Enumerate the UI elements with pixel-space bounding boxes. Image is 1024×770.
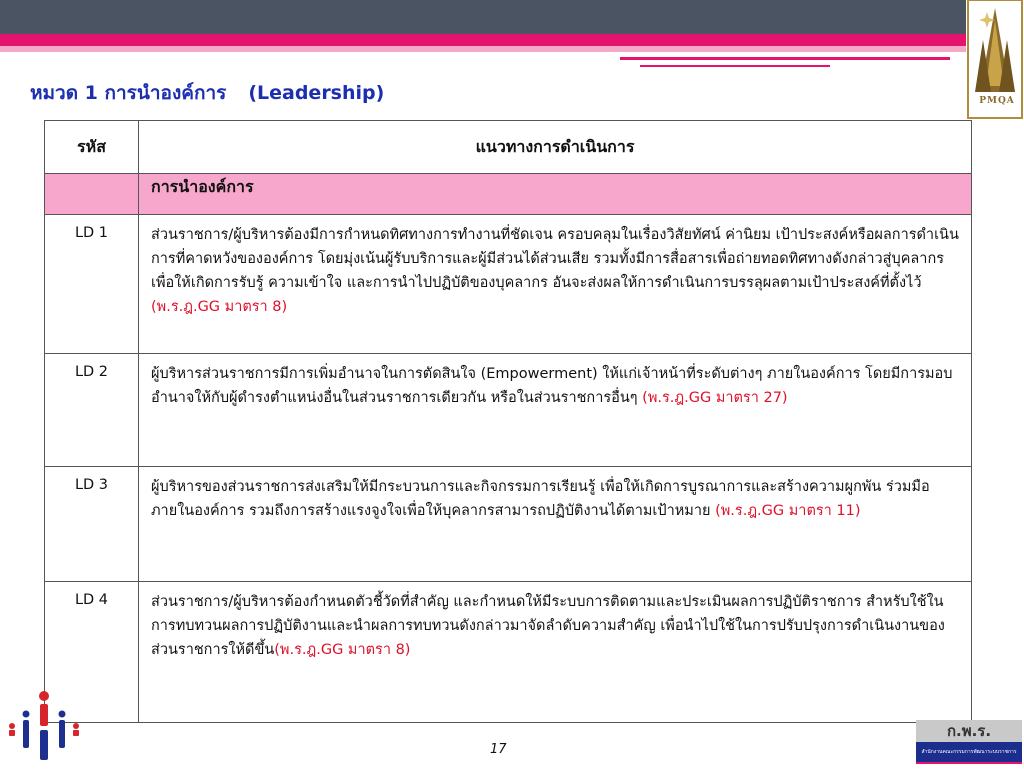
guideline-table: [44, 120, 972, 723]
row-code: LD 3: [45, 467, 139, 582]
people-logo-icon: [4, 686, 84, 766]
table-row: [45, 215, 972, 354]
row-code: LD 1: [45, 215, 139, 354]
opdc-subtitle: สำนักงานคณะกรรมการพัฒนาระบบราชการ: [916, 742, 1022, 762]
page-title: [30, 78, 384, 108]
row-code: LD 2: [45, 354, 139, 467]
organization-logo: [4, 686, 84, 766]
row-text: ส่วนราชการ/ผู้บริหารต้องมีการกำหนดทิศทางการทำงานที่ชัดเจน ครอบคลุมในเรื่องวิสัยทัศน์ ค่านิยม เป้าประสงค์หรือผลการดำเนินการที่คาดหวังขององค์การ โดยมุ่งเน้นผู้รับบริการและผู้มีส่วนได้ส่วนเสีย รวมทั้งมีการสื่อสารเพื่อถ่ายทอดทิศทางดังกล่าวสู่บุคลากร เพื่อให้เกิดการรับรู้ ความเข้าใจ และการนำไปปฏิบัติของบุคลากร อันจะส่งผลให้การดำเนินการบรรลุผลตามเป้าประสงค์ที่ตั้งไว้: [151, 227, 959, 291]
section-row: [45, 174, 972, 215]
row-description: [139, 467, 972, 582]
table-header-row: [45, 121, 972, 174]
row-description: [139, 354, 972, 467]
opdc-accent-line: [916, 762, 1022, 764]
row-description: [139, 215, 972, 354]
light-pink-stripe: [0, 46, 966, 52]
row-description: [139, 582, 972, 723]
table-row: [45, 354, 972, 467]
row-reference: (พ.ร.ฎ.GG มาตรา 8): [274, 642, 411, 658]
pink-stripe: [0, 34, 966, 46]
row-text: ผู้บริหารของส่วนราชการส่งเสริมให้มีกระบวนการและกิจกรรมการเรียนรู้ เพื่อให้เกิดการบูรณาการและสร้างความผูกพัน ร่วมมือภายในองค์การ รวมถึงการสร้างแรงจูงใจเพื่อให้บุคลากรสามารถปฏิบัติงานได้ตามเป้าหมาย: [151, 479, 930, 519]
top-banner: [0, 0, 966, 34]
opdc-logo: [916, 720, 1022, 764]
row-reference: (พ.ร.ฎ.GG มาตรา 27): [642, 390, 788, 406]
section-title: การนำองค์การ: [139, 174, 972, 215]
row-reference: (พ.ร.ฎ.GG มาตรา 11): [715, 503, 861, 519]
opdc-label: ก.พ.ร.: [916, 720, 1022, 742]
row-text: ผู้บริหารส่วนราชการมีการเพิ่มอำนาจในการตัดสินใจ (Empowerment) ให้แก่เจ้าหน้าที่ระดับต่างๆ ภายในองค์การ โดยมีการมอบอำนาจให้กับผู้ดำรงตำแหน่งอื่นในส่วนราชการเดียวกัน หรือในส่วนราชการอื่นๆ: [151, 366, 953, 406]
title-thai: หมวด 1 การนำองค์การ: [30, 82, 227, 104]
table-row: [45, 467, 972, 582]
header-code: รหัส: [45, 121, 139, 174]
section-code-cell: [45, 174, 139, 215]
row-code: LD 4: [45, 582, 139, 723]
accent-line: [620, 57, 950, 60]
pmqa-logo: [966, 0, 1024, 120]
row-text: ส่วนราชการ/ผู้บริหารต้องกำหนดตัวชี้วัดที่สำคัญ และกำหนดให้มีระบบการติดตามและประเมินผลการปฏิบัติราชการ สำหรับใช้ในการทบทวนผลการปฏิบัติงานและนำผลการทบทวนดังกล่าวมาจัดลำดับความสำคัญ เพื่อนำไปใช้ในการปรับปรุงการดำเนินงานของส่วนราชการให้ดีขึ้น: [151, 594, 945, 658]
accent-line-short: [640, 65, 830, 67]
header-guideline: แนวทางการดำเนินการ: [139, 121, 972, 174]
page-number: 17: [490, 742, 507, 757]
title-english: (Leadership): [248, 82, 385, 104]
table-row: [45, 582, 972, 723]
pmqa-logo-text: PMQA: [979, 96, 1015, 106]
row-reference: (พ.ร.ฎ.GG มาตรา 8): [151, 299, 288, 315]
